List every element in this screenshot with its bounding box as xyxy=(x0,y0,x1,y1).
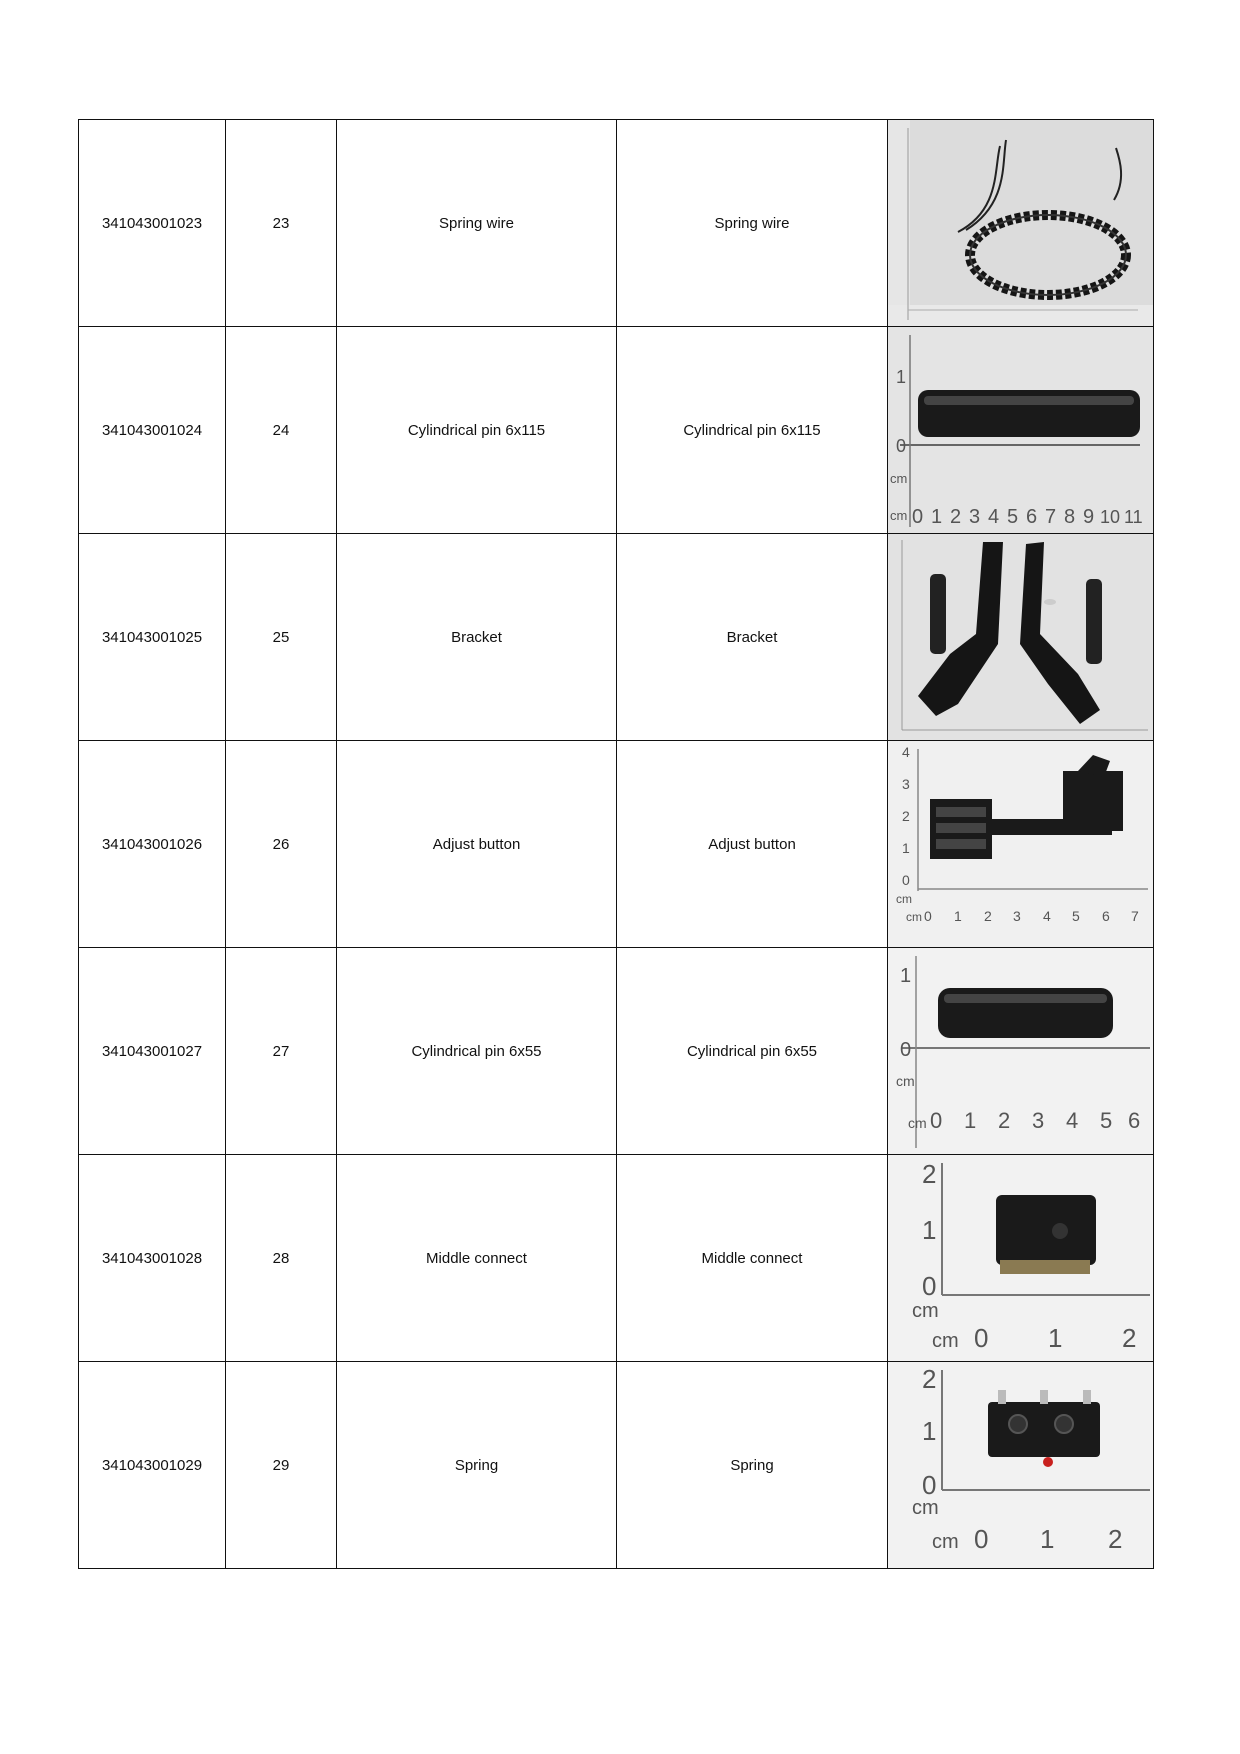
parts-table xyxy=(78,119,1154,1569)
scale-label: 11 xyxy=(1124,507,1143,527)
scale-label: cm xyxy=(890,471,908,486)
scale-label: 0 xyxy=(974,1323,989,1353)
scale-label: 4 xyxy=(1043,908,1051,924)
part-description: Cylindrical pin 6x55 xyxy=(617,948,888,1155)
part-description: Adjust button xyxy=(617,741,888,948)
part-name: Spring xyxy=(337,1362,617,1569)
part-description: Cylindrical pin 6x115 xyxy=(617,327,888,534)
scale-label: 2 xyxy=(950,506,962,528)
scale-label: cm xyxy=(896,892,912,906)
scale-label: 3 xyxy=(969,506,981,528)
scale-label: 1 xyxy=(931,506,943,528)
scale-label: 0 xyxy=(900,1039,912,1061)
scale-label: 0 xyxy=(912,506,924,528)
table-row xyxy=(79,948,1154,1155)
part-number: 341043001025 xyxy=(79,534,226,741)
scale-label: 1 xyxy=(902,840,910,856)
scale-label: cm xyxy=(932,1330,959,1352)
part-description: Spring xyxy=(617,1362,888,1569)
part-number: 341043001027 xyxy=(79,948,226,1155)
scale-label: 0 xyxy=(930,1108,943,1133)
part-description: Middle connect xyxy=(617,1155,888,1362)
scale-label: 1 xyxy=(922,1416,937,1446)
scale-label: 5 xyxy=(1100,1108,1113,1133)
part-name: Cylindrical pin 6x55 xyxy=(337,948,617,1155)
microswitch-photo xyxy=(888,1362,1153,1568)
scale-label: 1 xyxy=(1040,1524,1055,1554)
part-photo-cell xyxy=(888,948,1154,1155)
bracket-photo xyxy=(888,534,1153,740)
scale-label: 9 xyxy=(1083,506,1095,528)
cylindrical-pin-photo xyxy=(888,948,1153,1154)
scale-label: 1 xyxy=(896,367,907,387)
part-number: 341043001023 xyxy=(79,120,226,327)
part-photo-cell xyxy=(888,1155,1154,1362)
middle-connect-photo xyxy=(888,1155,1153,1361)
part-name: Spring wire xyxy=(337,120,617,327)
table-row xyxy=(79,741,1154,948)
scale-label: 10 xyxy=(1100,507,1121,527)
part-photo-cell xyxy=(888,120,1154,327)
cylindrical-pin-photo xyxy=(888,327,1153,533)
scale-label: 2 xyxy=(1108,1524,1123,1554)
scale-label: 2 xyxy=(1122,1323,1137,1353)
part-description: Spring wire xyxy=(617,120,888,327)
scale-label: 0 xyxy=(902,872,910,888)
scale-label: 2 xyxy=(998,1108,1011,1133)
scale-label: cm xyxy=(906,910,922,924)
scale-label: cm xyxy=(932,1531,959,1553)
scale-label: 0 xyxy=(922,1470,937,1500)
position-number: 24 xyxy=(226,327,337,534)
scale-label: 3 xyxy=(1013,908,1021,924)
position-number: 28 xyxy=(226,1155,337,1362)
part-number: 341043001028 xyxy=(79,1155,226,1362)
position-number: 26 xyxy=(226,741,337,948)
part-number: 341043001026 xyxy=(79,741,226,948)
position-number: 25 xyxy=(226,534,337,741)
part-number: 341043001024 xyxy=(79,327,226,534)
scale-label: cm xyxy=(890,508,908,523)
table-row xyxy=(79,120,1154,327)
position-number: 23 xyxy=(226,120,337,327)
table-row xyxy=(79,1362,1154,1569)
scale-label: 2 xyxy=(922,1159,937,1189)
scale-label: 4 xyxy=(902,744,910,760)
table-row xyxy=(79,534,1154,741)
part-photo-cell xyxy=(888,534,1154,741)
part-description: Bracket xyxy=(617,534,888,741)
scale-label: 1 xyxy=(1048,1323,1063,1353)
position-number: 29 xyxy=(226,1362,337,1569)
scale-label: 5 xyxy=(1072,908,1080,924)
spring-wire-photo xyxy=(888,120,1153,326)
scale-label: 7 xyxy=(1045,506,1057,528)
scale-label: 2 xyxy=(902,808,910,824)
scale-label: 6 xyxy=(1102,908,1110,924)
scale-label: 0 xyxy=(896,436,907,456)
scale-label: 0 xyxy=(924,908,932,924)
scale-label: 1 xyxy=(922,1215,937,1245)
part-name: Adjust button xyxy=(337,741,617,948)
scale-label: 7 xyxy=(1131,908,1139,924)
scale-label: 4 xyxy=(988,506,1000,528)
scale-label: 8 xyxy=(1064,506,1076,528)
scale-label: 4 xyxy=(1066,1108,1079,1133)
scale-label: 2 xyxy=(984,908,992,924)
scale-label: 2 xyxy=(922,1364,937,1394)
scale-label: 3 xyxy=(902,776,910,792)
scale-label: 6 xyxy=(1026,506,1038,528)
scale-label: cm xyxy=(912,1497,939,1519)
scale-label: 1 xyxy=(954,908,962,924)
scale-label: 5 xyxy=(1007,506,1019,528)
part-photo-cell xyxy=(888,1362,1154,1569)
scale-label: 0 xyxy=(922,1271,937,1301)
scale-label: 1 xyxy=(900,965,912,987)
table-row xyxy=(79,327,1154,534)
part-photo-cell xyxy=(888,741,1154,948)
position-number: 27 xyxy=(226,948,337,1155)
scale-label: 0 xyxy=(974,1524,989,1554)
scale-label: cm xyxy=(912,1300,939,1322)
scale-label: cm xyxy=(908,1115,927,1131)
part-name: Middle connect xyxy=(337,1155,617,1362)
part-number: 341043001029 xyxy=(79,1362,226,1569)
scale-label: 1 xyxy=(964,1108,977,1133)
part-photo-cell xyxy=(888,327,1154,534)
scale-label: cm xyxy=(896,1073,915,1089)
scale-label: 3 xyxy=(1032,1108,1045,1133)
adjust-button-photo xyxy=(888,741,1153,947)
part-name: Bracket xyxy=(337,534,617,741)
table-row xyxy=(79,1155,1154,1362)
part-name: Cylindrical pin 6x115 xyxy=(337,327,617,534)
scale-label: 6 xyxy=(1128,1108,1141,1133)
